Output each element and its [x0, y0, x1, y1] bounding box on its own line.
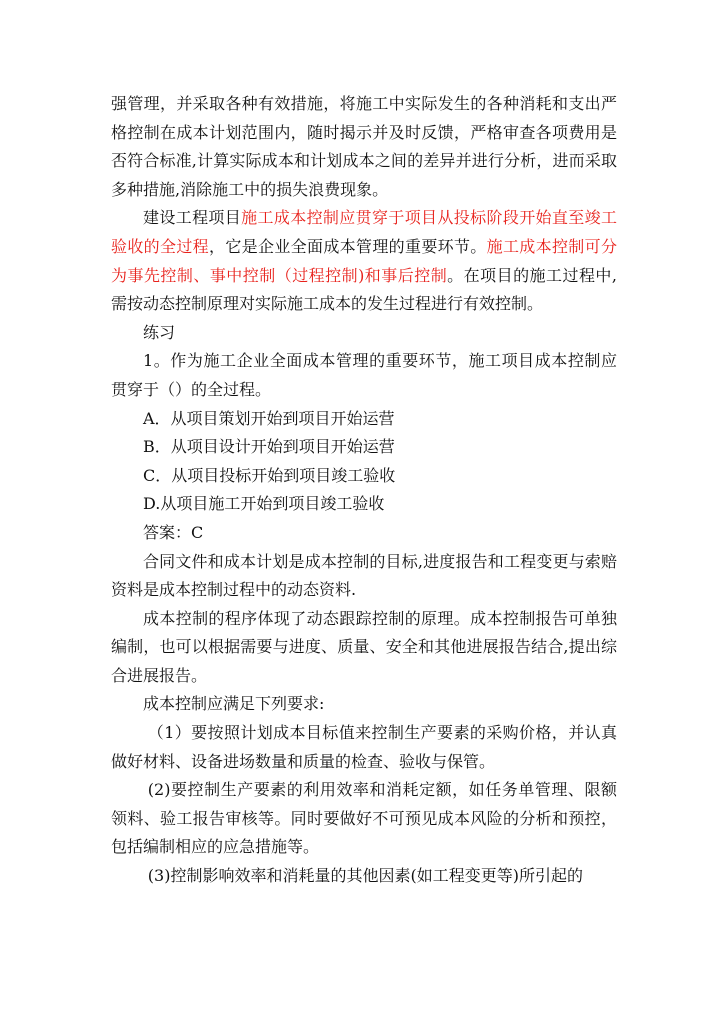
- option-d: D.从项目施工开始到项目竣工验收: [143, 494, 385, 514]
- practice-heading: 练习: [143, 322, 176, 342]
- text-segment: ，它是企业全面成本管理的重要环节。: [209, 236, 487, 256]
- paragraph-requirements-intro: 成本控制应满足下列要求:: [143, 694, 325, 714]
- text-segment: 。在项目的施工过程中,需按动态控制原理对实际施工成本的发生过程进行有效控制。: [111, 265, 617, 314]
- text-segment: 建设工程项目: [143, 208, 242, 228]
- question-1: 1。作为施工企业全面成本管理的重要环节，施工项目成本控制应贯穿于（）的全过程。: [111, 351, 617, 399]
- paragraph-cost-control-scope: [111, 204, 617, 318]
- document-body: [111, 90, 617, 891]
- option-b: B．从项目设计开始到项目开始运营: [143, 437, 395, 457]
- requirement-2: (2)要控制生产要素的利用效率和消耗定额，如任务单管理、限额领料、验工报告审核等。同时要做好不可预见成本风险的分析和预控，包括编制相应的应急措施等。: [111, 780, 617, 857]
- requirement-1: （1）要按照计划成本目标值来控制生产要素的采购价格，并认真做好材料、设备进场数量和质量的检查、验收与保管。: [111, 723, 617, 771]
- option-a: A．从项目策划开始到项目开始运营: [143, 408, 395, 428]
- paragraph-control-procedure: 成本控制的程序体现了动态跟踪控制的原理。成本控制报告可单独编制，也可以根据需要与进度、质量、安全和其他进展报告结合,提出综合进展报告。: [111, 608, 617, 685]
- paragraph-contract-documents: 合同文件和成本计划是成本控制的目标,进度报告和工程变更与索赔资料是成本控制过程中的动态资料.: [111, 551, 617, 600]
- paragraph-cost-management: 强管理，并采取各种有效措施，将施工中实际发生的各种消耗和支出严格控制在成本计划范围内，随时揭示并及时反馈，严格审查各项费用是否符合标准,计算实际成本和计划成本之间的差异并进行分析，进而采取多种措施,消除施工中的损失浪费现象。: [111, 94, 617, 199]
- highlight-text: 施工成本控制应贯穿于项目从投标阶段开始直至竣工验收的全过程: [111, 208, 617, 256]
- option-c: C．从项目投标开始到项目竣工验收: [143, 465, 396, 485]
- highlight-text: 施工成本控制可分为事先控制、事中控制（过程控制)和事后控制: [111, 236, 617, 285]
- answer: 答案：C: [143, 522, 204, 542]
- requirement-3: (3)控制影响效率和消耗量的其他因素(如工程变更等)所引起的: [147, 866, 583, 886]
